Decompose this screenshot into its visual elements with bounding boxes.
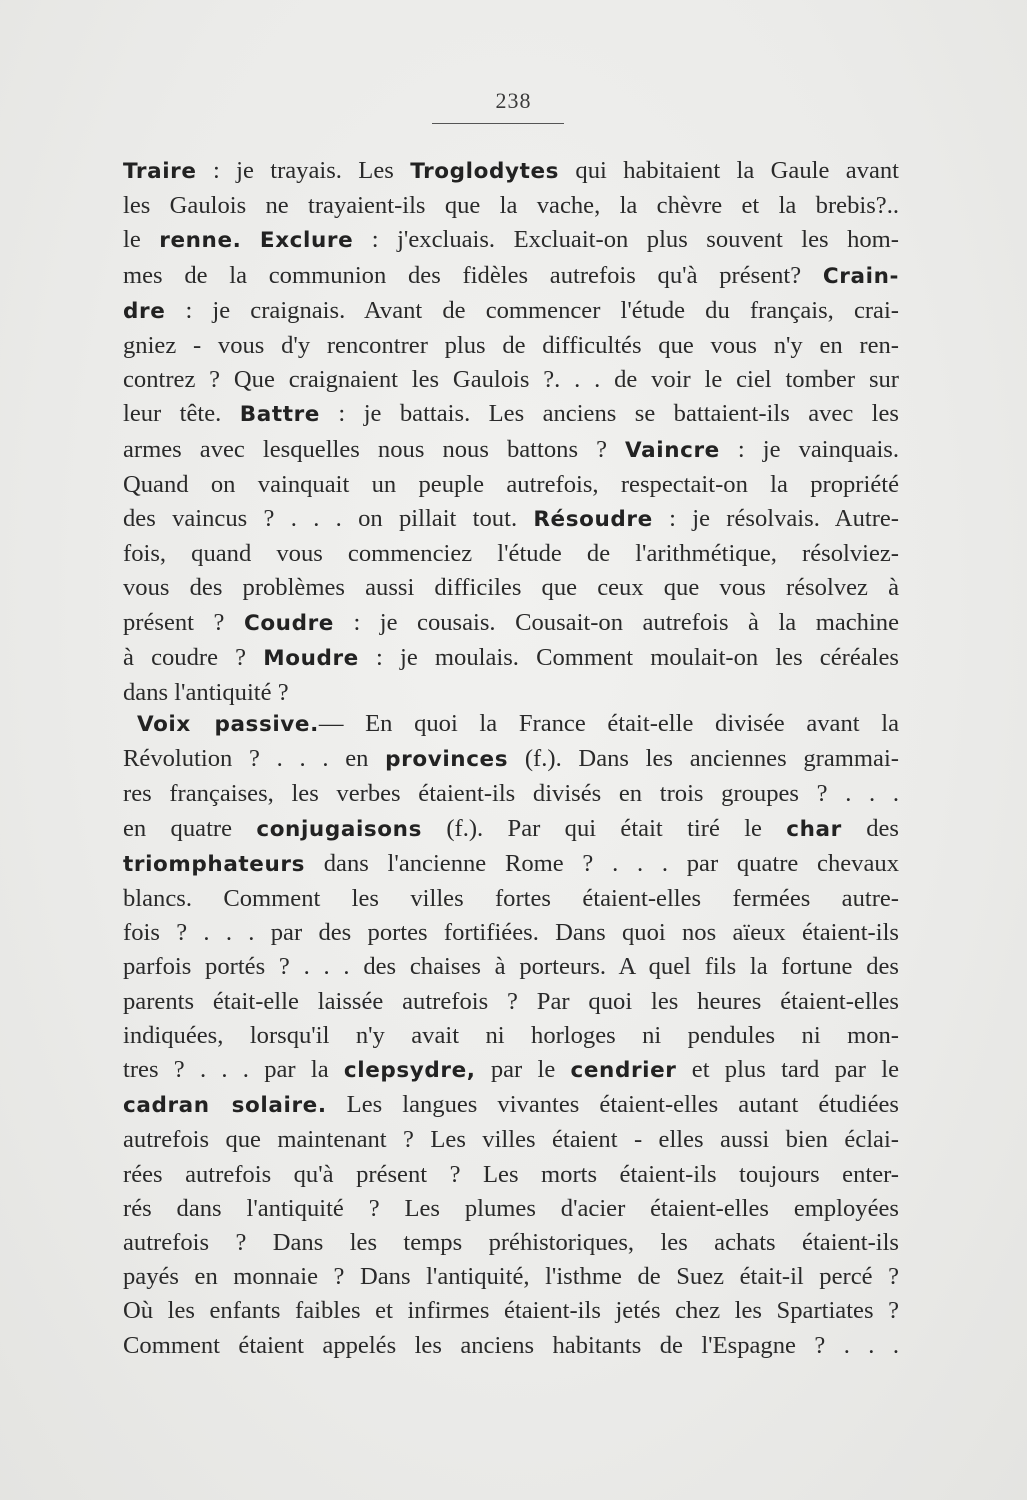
bold-term: cendrier: [570, 1058, 677, 1084]
text-run: : je résolvais. Autre-: [652, 505, 899, 533]
bold-term: Traire: [123, 159, 197, 184]
text-line: [123, 882, 899, 916]
bold-term: Exclure: [259, 228, 354, 254]
text-line: [123, 294, 899, 329]
text-run: [241, 226, 260, 253]
text-run: payés en monnaie ? Dans l'antiquité, l'isthme de Suez était-il percé ?: [123, 1263, 899, 1291]
text-run: parfois portés ? . . . des chaises à porteurs. A quel fils la fortune des: [123, 953, 899, 981]
text-run: autrefois que maintenant ? Les villes étaient - elles aussi bien éclai-: [123, 1126, 899, 1154]
text-line: [123, 1260, 899, 1294]
bold-term: Vaincre: [625, 437, 720, 463]
text-line: [123, 812, 899, 847]
text-run: des: [841, 814, 899, 842]
text-line: [123, 502, 899, 537]
text-run: Comment étaient appelés les anciens habitants de l'Espagne ? . . .: [123, 1331, 899, 1359]
bold-term: Battre: [239, 402, 320, 428]
bold-term: renne.: [159, 228, 242, 254]
text-line: [123, 468, 899, 502]
text-run: autrefois ? Dans les temps préhistoriques, les achats étaient-ils: [123, 1229, 899, 1257]
text-run: indiquées, lorsqu'il n'y avait ni horloges ni pendules ni mon-: [123, 1021, 899, 1049]
bold-term: Voix passive.: [137, 712, 319, 737]
text-line: [123, 1123, 899, 1157]
text-line: [123, 1329, 899, 1363]
text-run: leur tête.: [123, 400, 240, 428]
text-run: des vaincus ? . . . on pillait tout.: [123, 505, 534, 533]
bold-term: char: [786, 816, 842, 842]
text-run: tres ? . . . par la: [123, 1056, 344, 1084]
text-run: Quand on vainquait un peuple autrefois, respectait-on la propriété: [123, 470, 899, 498]
paragraph-conjugation-exercises: [123, 154, 899, 710]
text-run: res françaises, les verbes étaient-ils divisés en trois groupes ? . . .: [123, 780, 899, 808]
text-run: : je moulais. Comment moulait-on les céréales: [358, 643, 899, 671]
text-run: présent ?: [123, 608, 244, 636]
bold-term: dre: [123, 298, 166, 324]
header-rule: [432, 123, 564, 124]
text-run: armes avec lesquelles nous nous battons ?: [123, 435, 626, 463]
text-line: [123, 397, 899, 432]
text-line: [123, 1192, 899, 1226]
bold-term: cadran solaire.: [123, 1093, 327, 1119]
text-run: rés dans l'antiquité ? Les plumes d'acier étaient-elles employées: [123, 1194, 899, 1222]
bold-term: triomphateurs: [123, 851, 305, 877]
text-run: fois, quand vous commenciez l'étude de l'arithmétique, résolviez-: [123, 540, 899, 568]
text-run: (f.). Dans les anciennes grammai-: [508, 745, 899, 773]
text-line: [123, 259, 899, 294]
text-run: par le: [475, 1056, 571, 1084]
text-run: : je trayais. Les: [196, 157, 411, 184]
text-run: dans l'antiquité ?: [123, 679, 289, 707]
text-run: Révolution ? . . . en: [123, 745, 386, 773]
text-run: : je vainquais.: [719, 435, 899, 463]
text-line: [123, 1019, 899, 1053]
text-run: (f.). Par qui était tiré le: [421, 814, 787, 842]
text-run: le: [123, 226, 160, 254]
text-run: Les langues vivantes étaient-elles autant étudiées: [326, 1091, 899, 1119]
text-run: : je battais. Les anciens se battaient-ils avec les: [320, 400, 899, 428]
text-run: : je cousais. Cousait-on autrefois à la machine: [333, 608, 900, 636]
bold-term: Moudre: [263, 645, 359, 671]
bold-term: Crain-: [822, 263, 899, 289]
text-line: [123, 916, 899, 950]
bold-term: Coudre: [243, 610, 334, 636]
text-run: gniez - vous d'y rencontrer plus de difficultés que vous n'y en ren-: [123, 332, 899, 360]
text-line: [123, 950, 899, 984]
text-run: fois ? . . . par des portes fortifiées. Dans quoi nos aïeux étaient-ils: [123, 919, 899, 947]
text-line: [123, 742, 899, 777]
text-line: [123, 571, 899, 605]
paragraph-passive-voice: [123, 707, 899, 1363]
text-run: dans l'ancienne Rome ? . . . par quatre chevaux: [305, 849, 899, 877]
page-number: 238: [495, 88, 532, 113]
bold-term: Troglodytes: [410, 159, 560, 184]
text-line: [123, 329, 899, 363]
text-run: vous des problèmes aussi difficiles que ceux que vous résolvez à: [123, 574, 899, 602]
text-line: [123, 777, 899, 811]
text-line: [123, 1053, 899, 1088]
text-line: [123, 154, 899, 189]
text-line: [123, 985, 899, 1019]
text-line: [123, 641, 899, 676]
text-run: en quatre: [123, 814, 257, 842]
bold-term: provinces: [385, 747, 509, 773]
text-run: et plus tard par le: [676, 1056, 899, 1084]
text-run: à coudre ?: [123, 643, 264, 671]
text-line: [123, 1294, 899, 1328]
text-line: [123, 537, 899, 571]
text-line: [123, 847, 899, 882]
text-line: [123, 676, 899, 710]
text-run: — En quoi la France était-elle divisée avant la: [318, 710, 899, 737]
text-run: qui habitaient la Gaule avant: [559, 157, 899, 184]
text-line: [123, 1158, 899, 1192]
text-run: : je craignais. Avant de commencer l'étude du français, crai-: [165, 296, 899, 324]
text-run: Où les enfants faibles et infirmes étaient-ils jetés chez les Spartiates ?: [123, 1297, 899, 1325]
text-run: : j'excluais. Excluait-on plus souvent les hom-: [353, 226, 899, 254]
text-line: [123, 189, 899, 223]
bold-term: conjugaisons: [256, 816, 422, 842]
text-run: rées autrefois qu'à présent ? Les morts étaient-ils toujours enter-: [123, 1160, 899, 1188]
text-line: [123, 223, 899, 258]
bold-term: Résoudre: [533, 507, 653, 533]
text-line: [123, 363, 899, 397]
text-run: mes de la communion des fidèles autrefois qu'à présent?: [123, 261, 823, 289]
text-line: [123, 1088, 899, 1123]
text-line: [123, 707, 899, 742]
text-run: contrez ? Que craignaient les Gaulois ?. . . de voir le ciel tomber sur: [123, 366, 899, 394]
text-run: parents était-elle laissée autrefois ? Par quoi les heures étaient-elles: [123, 987, 899, 1015]
text-line: [123, 606, 899, 641]
bold-term: clepsydre,: [343, 1058, 476, 1084]
text-line: [123, 1226, 899, 1260]
text-run: blancs. Comment les villes fortes étaient-elles fermées autre-: [123, 885, 899, 913]
text-line: [123, 433, 899, 468]
text-run: les Gaulois ne trayaient-ils que la vache, la chèvre et la brebis?..: [123, 192, 899, 220]
